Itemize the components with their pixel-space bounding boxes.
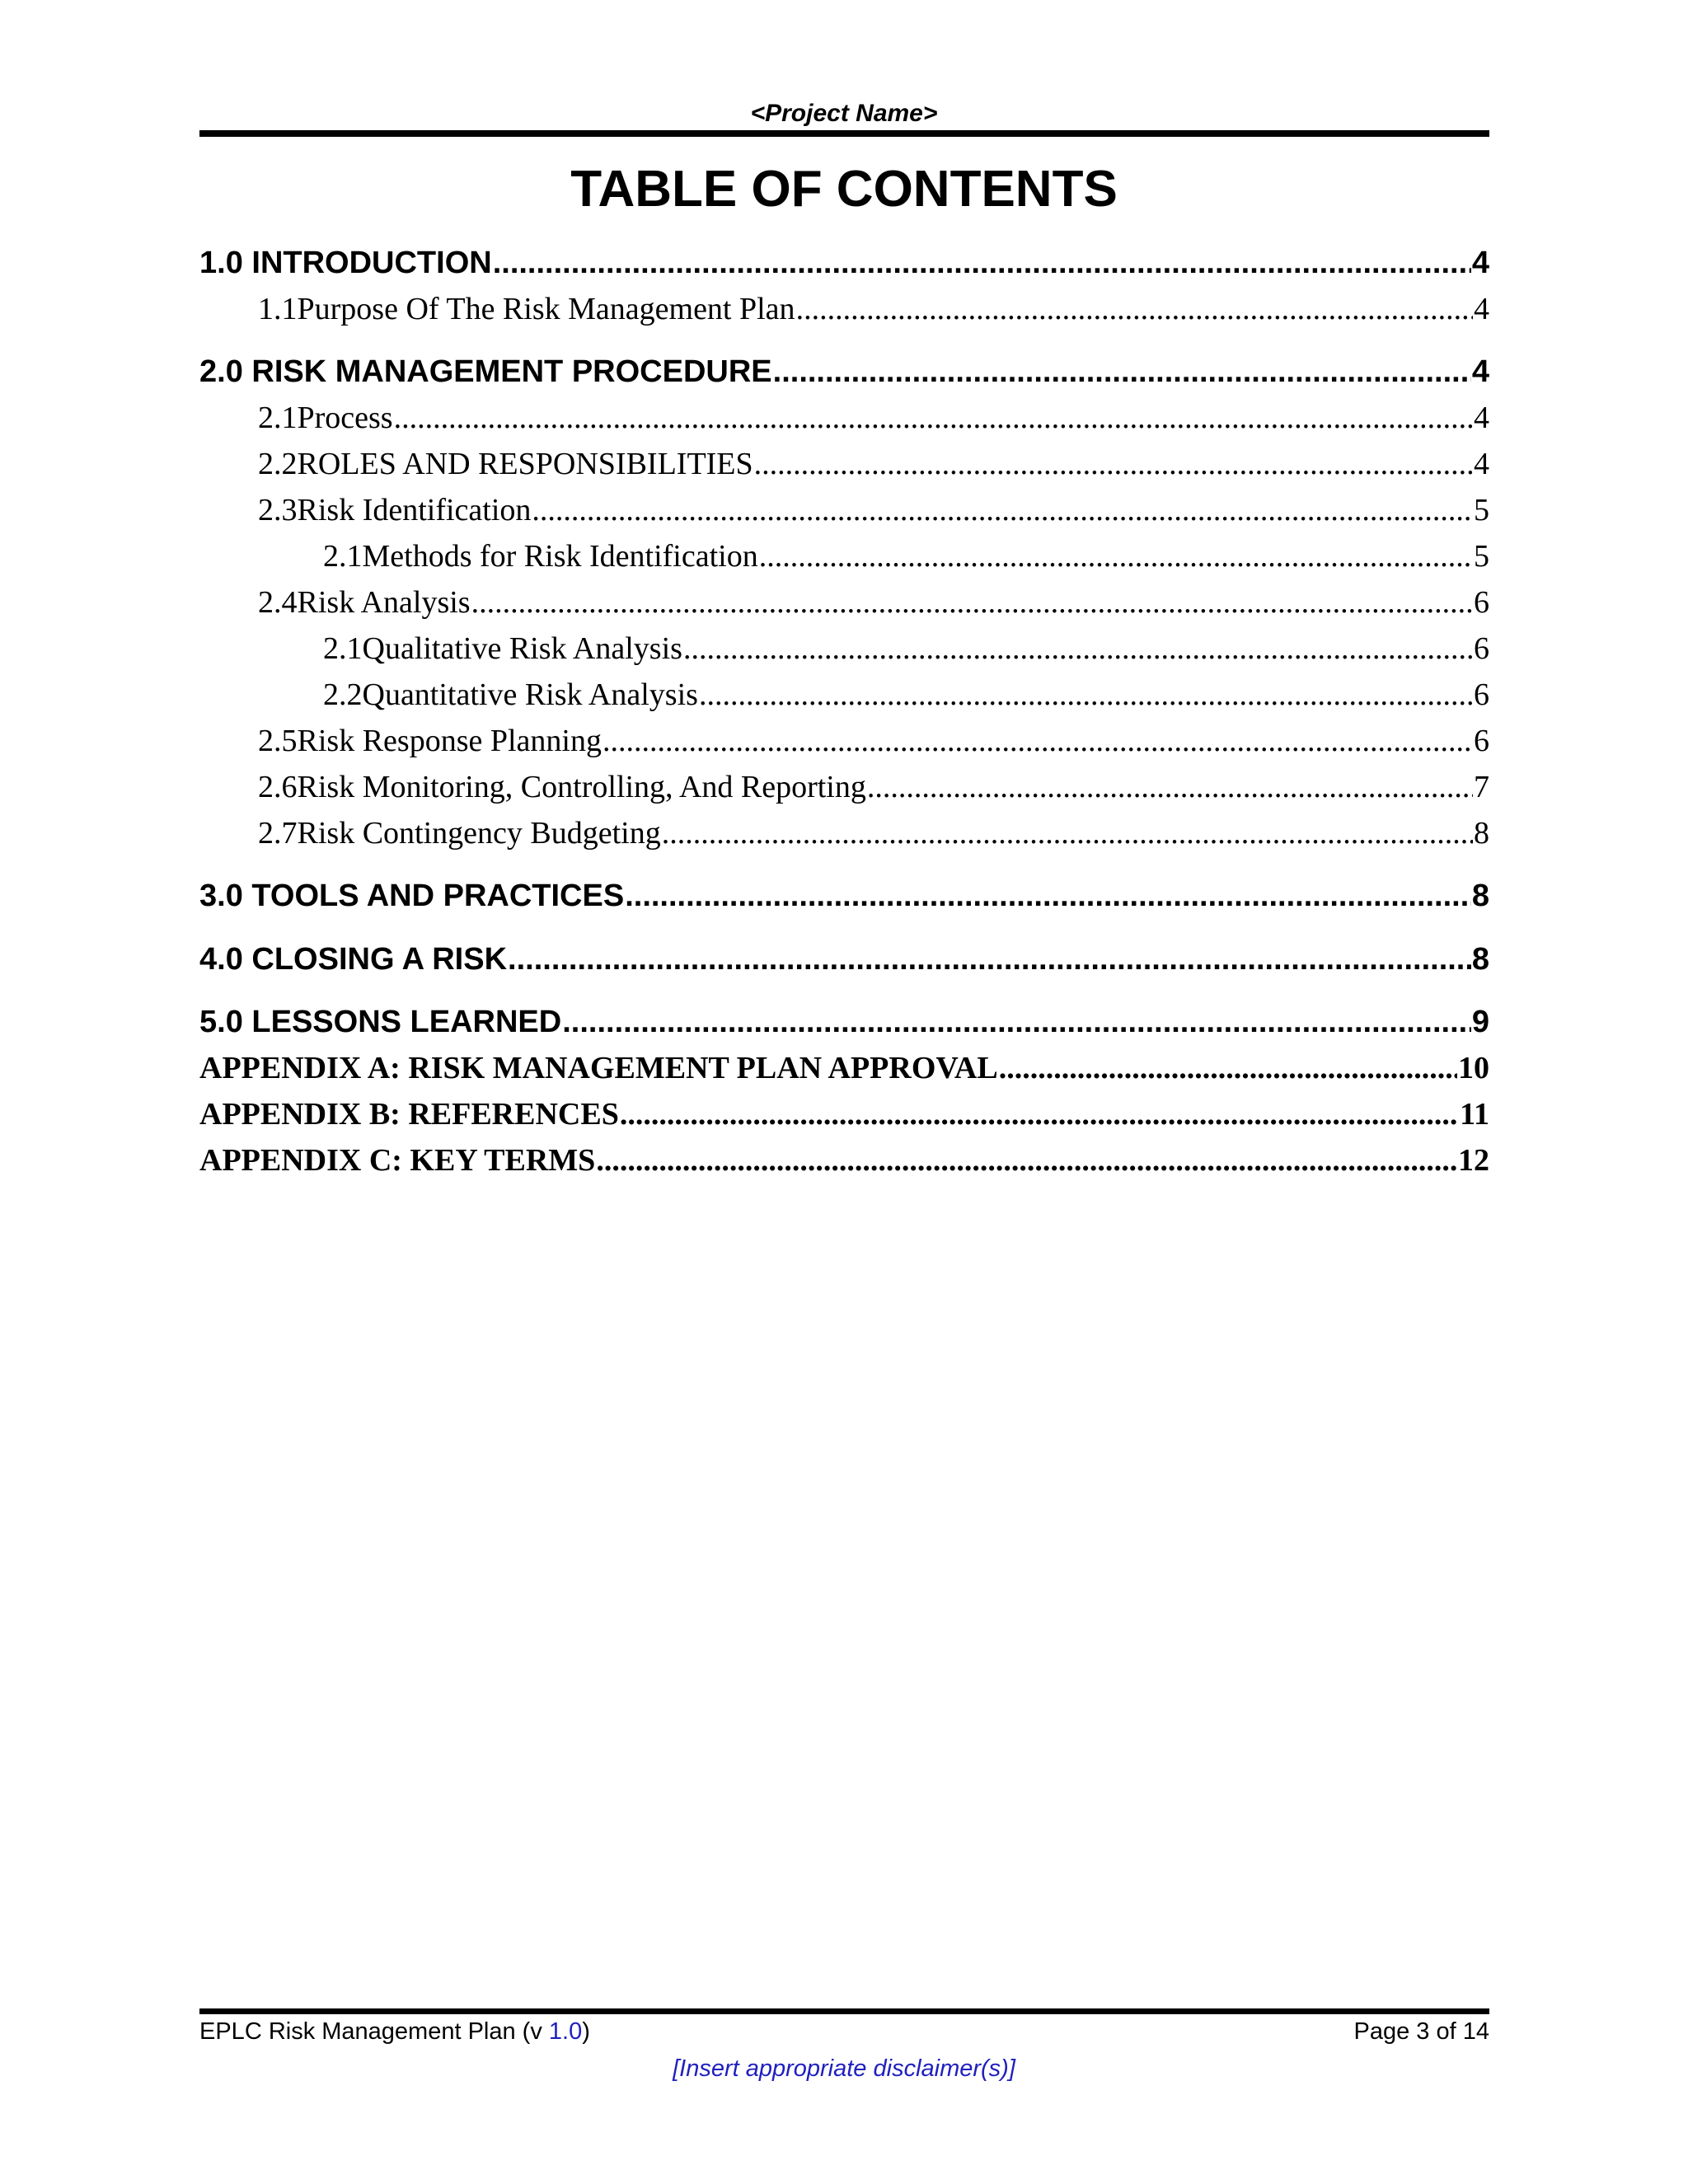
toc-entry-page: 5 <box>1474 493 1489 527</box>
toc-heading: TABLE OF CONTENTS <box>570 161 1118 218</box>
footer-title-text: EPLC Risk Management Plan (v <box>199 2018 549 2045</box>
toc-entry-tools-practices[interactable] <box>199 877 1489 915</box>
footer-document-title <box>199 2015 590 2048</box>
dot-leader <box>620 1095 1459 1133</box>
dot-leader <box>562 1003 1471 1041</box>
toc-entry-page: 6 <box>1474 677 1489 712</box>
toc-entry-contingency[interactable] <box>258 814 1489 852</box>
toc-entry-page: 12 <box>1458 1143 1489 1178</box>
footer-title-close: ) <box>582 2018 590 2045</box>
toc-entry-page: 4 <box>1474 292 1489 326</box>
dot-leader <box>508 940 1471 978</box>
toc-entry-label: 2.5Risk Response Planning <box>258 724 602 758</box>
toc-entry-label: 1.0 INTRODUCTION <box>199 246 492 280</box>
toc-entry-page: 11 <box>1460 1097 1489 1132</box>
toc-entry-page: 8 <box>1474 816 1489 851</box>
toc-entry-label: 5.0 LESSONS LEARNED <box>199 1005 562 1039</box>
dot-leader <box>867 768 1473 806</box>
dot-leader <box>625 877 1471 915</box>
toc-entry-label: APPENDIX B: REFERENCES <box>199 1097 619 1132</box>
toc-entry-page: 8 <box>1471 942 1489 977</box>
dot-leader <box>754 445 1473 483</box>
toc-entry-page: 4 <box>1471 246 1489 280</box>
dot-leader <box>773 353 1471 391</box>
toc-entry-response-planning[interactable] <box>258 722 1489 760</box>
toc-entry-label: 2.4Risk Analysis <box>258 585 471 620</box>
toc-entry-appendix-a[interactable] <box>199 1049 1489 1087</box>
dot-leader <box>796 290 1473 328</box>
toc-entry-process[interactable] <box>258 399 1489 437</box>
toc-entry-label: APPENDIX A: RISK MANAGEMENT PLAN APPROVAL <box>199 1051 998 1085</box>
toc-entry-label: 2.0 RISK MANAGEMENT PROCEDURE <box>199 354 772 389</box>
toc-entry-introduction[interactable] <box>199 244 1489 282</box>
dot-leader <box>999 1049 1457 1087</box>
toc-entry-label: 2.1Process <box>258 401 393 435</box>
toc-entry-label: 1.1Purpose Of The Risk Management Plan <box>258 292 795 326</box>
toc-entry-page: 6 <box>1474 585 1489 620</box>
toc-entry-label: 2.1Qualitative Risk Analysis <box>323 631 682 666</box>
toc-entry-page: 4 <box>1474 401 1489 435</box>
toc-entry-risk-identification[interactable] <box>258 491 1489 529</box>
toc-entry-label: 2.2Quantitative Risk Analysis <box>323 677 698 712</box>
page-number: Page 3 of 14 <box>1353 2018 1489 2045</box>
toc-entry-label: 2.1Methods for Risk Identification <box>323 539 758 574</box>
dot-leader <box>699 676 1473 714</box>
dot-leader <box>683 630 1473 668</box>
project-name-header: <Project Name> <box>750 100 938 127</box>
toc-entry-label: 2.7Risk Contingency Budgeting <box>258 816 661 851</box>
toc-entry-page: 10 <box>1458 1051 1489 1085</box>
dot-leader <box>471 583 1473 621</box>
toc-entry-purpose[interactable] <box>258 290 1489 328</box>
toc-entry-label: 2.2ROLES AND RESPONSIBILITIES <box>258 447 753 481</box>
toc-entry-label: 3.0 TOOLS AND PRACTICES <box>199 879 625 913</box>
toc-entry-label: APPENDIX C: KEY TERMS <box>199 1143 596 1178</box>
dot-leader <box>759 537 1473 575</box>
toc-entry-page: 7 <box>1474 770 1489 804</box>
dot-leader <box>603 722 1473 760</box>
dot-leader <box>394 399 1473 437</box>
toc-entry-appendix-c[interactable] <box>199 1141 1489 1179</box>
toc-entry-page: 4 <box>1474 447 1489 481</box>
toc-entry-lessons-learned[interactable] <box>199 1003 1489 1041</box>
toc-entry-roles[interactable] <box>258 445 1489 483</box>
toc-entry-monitoring[interactable] <box>258 768 1489 806</box>
dot-leader <box>493 244 1471 282</box>
footer-disclaimer: [Insert appropriate disclaimer(s)] <box>673 2055 1015 2082</box>
toc-entry-quantitative[interactable] <box>323 676 1489 714</box>
toc-entry-label: 2.3Risk Identification <box>258 493 532 527</box>
toc-entry-risk-management-procedure[interactable] <box>199 353 1489 391</box>
toc-entry-closing-risk[interactable] <box>199 940 1489 978</box>
dot-leader <box>662 814 1473 852</box>
toc-entry-page: 8 <box>1471 879 1489 913</box>
dot-leader <box>532 491 1473 529</box>
footer-rule <box>199 2008 1489 2014</box>
toc-entry-page: 5 <box>1474 539 1489 574</box>
toc-entry-methods[interactable] <box>323 537 1489 575</box>
footer-version: 1.0 <box>548 2018 583 2045</box>
dot-leader <box>596 1141 1457 1179</box>
toc-entry-qualitative[interactable] <box>323 630 1489 668</box>
toc-entry-label: 4.0 CLOSING A RISK <box>199 942 508 977</box>
toc-entry-appendix-b[interactable] <box>199 1095 1489 1133</box>
toc-entry-label: 2.6Risk Monitoring, Controlling, And Reporting <box>258 770 866 804</box>
toc-entry-page: 6 <box>1474 724 1489 758</box>
toc-entry-risk-analysis[interactable] <box>258 583 1489 621</box>
toc-entry-page: 6 <box>1474 631 1489 666</box>
toc-entry-page: 4 <box>1471 354 1489 389</box>
toc-entry-page: 9 <box>1471 1005 1489 1039</box>
